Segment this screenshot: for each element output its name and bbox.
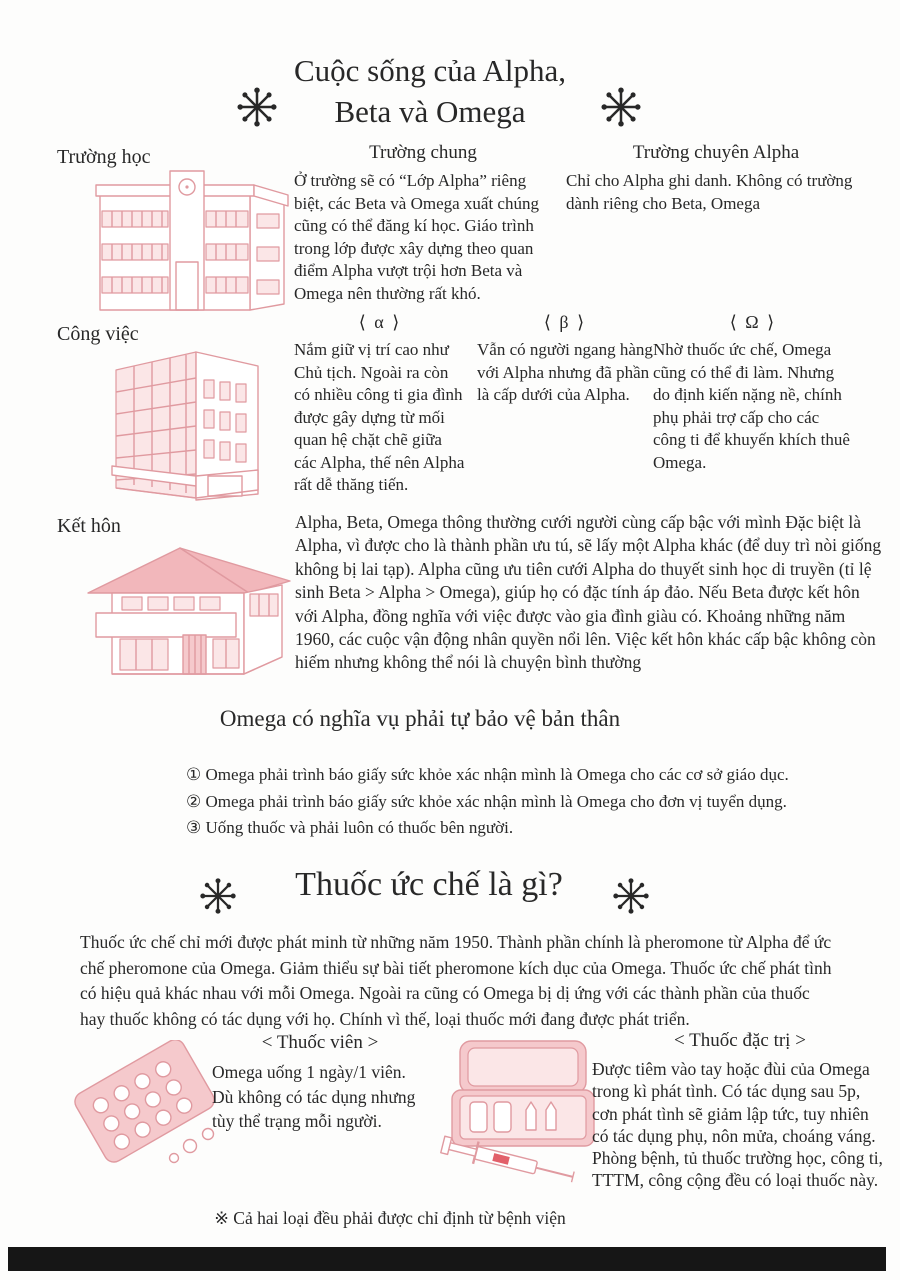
section-label-marriage: Kết hôn [57, 515, 121, 537]
section-label-work: Công việc [57, 323, 139, 345]
page-title-line2: Beta và Omega [334, 94, 526, 129]
injection-heading: < Thuốc đặc trị > [674, 1030, 806, 1051]
school-alpha-body: Chỉ cho Alpha ghi danh. Không có trường dành riêng cho Beta, Omega [566, 171, 853, 213]
work-alpha-column [294, 312, 466, 497]
house-illustration [86, 536, 292, 684]
medicine-case-illustration [428, 1038, 618, 1190]
pill-blister-illustration [74, 1040, 224, 1168]
duty-heading: Omega có nghĩa vụ phải tự bảo vệ bản thân [219, 706, 621, 731]
school-alpha-column [566, 142, 866, 215]
marriage-body: Alpha, Beta, Omega thông thường cưới người cùng cấp bậc với mình Đặc biệt là Alpha, vì được cho là thành phần ưu tú, sẽ lấy một Alpha khác (để duy trì nòi giống không bị lai tạp). Alpha cũng ưu tiên cưới Alpha do thuyết sinh học di truyền (tỉ lệ sinh Beta > Alpha > Omega), giúp họ có đặc tính áp đảo. Nếu Beta được kết hôn với Alpha, đồng nghĩa với việc được vào gia đình giàu có. Khoảng những năm 1960, các cuộc vận động nhân quyền nổi lên. Việc kết hôn khác cấp bậc không còn hiếm nhưng không thể nói là chuyện bình thường [295, 512, 882, 673]
duty-list [186, 762, 789, 842]
bottom-black-bar [8, 1247, 886, 1271]
inhibitor-heading: Thuốc ức chế là gì? [295, 866, 563, 903]
school-building-illustration [92, 166, 292, 316]
work-beta-heading: ⟨ β ⟩ [543, 312, 587, 332]
work-alpha-heading: ⟨ α ⟩ [358, 312, 402, 332]
work-omega-heading: ⟨ Ω ⟩ [729, 312, 777, 332]
injection-body: Được tiêm vào tay hoặc đùi của Omega trong kì phát tình. Có tác dụng sau 5p, cơn phát tình sẽ giảm lập tức, tuy nhiên có tác dụng phụ, nôn mửa, choáng váng. Phòng bệnh, tủ thuốc trường học, công ti, TTTM, công cộng đều có loại thuốc này. [592, 1059, 883, 1191]
pill-heading: < Thuốc viên > [261, 1032, 379, 1053]
injection-column [592, 1030, 888, 1192]
duty-item-1: ① Omega phải trình báo giấy sức khỏe xác nhận mình là Omega cho các cơ sở giáo dục. [186, 765, 789, 784]
duty-item-3: ③ Uống thuốc và phải luôn có thuốc bên người. [186, 818, 514, 837]
work-alpha-body: Nắm giữ vị trí cao như Chủ tịch. Ngoài ra còn có nhiều công ti gia đình được gây dựng từ mối quan hệ chặt chẽ giữa các Alpha, thế nên Alpha rất dễ thăng tiến. [294, 340, 465, 494]
school-alpha-heading: Trường chuyên Alpha [632, 142, 800, 163]
work-beta-body: Vẫn có người ngang hàng với Alpha nhưng đã phần là cấp dưới của Alpha. [477, 340, 653, 404]
school-common-heading: Trường chung [369, 142, 477, 163]
page-title-line1: Cuộc sống của Alpha, [293, 53, 567, 88]
pill-body: Omega uống 1 ngày/1 viên. Dù không có tác dụng nhưng tùy thể trạng mỗi người. [212, 1062, 416, 1131]
section-label-school: Trường học [57, 146, 151, 168]
page-title [0, 50, 860, 132]
work-beta-column [477, 312, 653, 407]
work-omega-column [653, 312, 853, 474]
school-common-body: Ở trường sẽ có “Lớp Alpha” riêng biệt, các Beta và Omega xuất chúng cũng có thể đăng kí học. Giáo trình trong lớp được xây dựng theo quan điểm Alpha vượt trội hơn Beta và Omega nên thường rất khó. [294, 171, 539, 303]
inhibitor-body: Thuốc ức chế chỉ mới được phát minh từ những năm 1950. Thành phần chính là pheromone từ Alpha để ức chế pheromone của Omega. Giảm thiểu sự bài tiết pheromone kích dục của Omega. Thuốc ức chế phát tình có hiệu quả khác nhau với mỗi Omega. Ngoài ra cũng có Omega bị dị ứng với các thành phần của thuốc hay thuốc không có tác dụng với họ. Chính vì thế, loại thuốc mới đang được phát triển. [80, 932, 832, 1029]
footnote: ※ Cả hai loại đều phải được chỉ định từ bệnh viện [214, 1208, 566, 1228]
school-common-column [294, 142, 552, 305]
duty-item-2: ② Omega phải trình báo giấy sức khỏe xác nhận mình là Omega cho đơn vị tuyển dụng. [186, 791, 787, 811]
office-building-illustration [108, 340, 270, 516]
pill-column [212, 1032, 428, 1134]
work-omega-body: Nhờ thuốc ức chế, Omega cũng có thể đi làm. Nhưng do định kiến nặng nề, chính phụ phải trợ cấp cho các công ti để khuyến khích thuê Omega. [653, 340, 850, 472]
